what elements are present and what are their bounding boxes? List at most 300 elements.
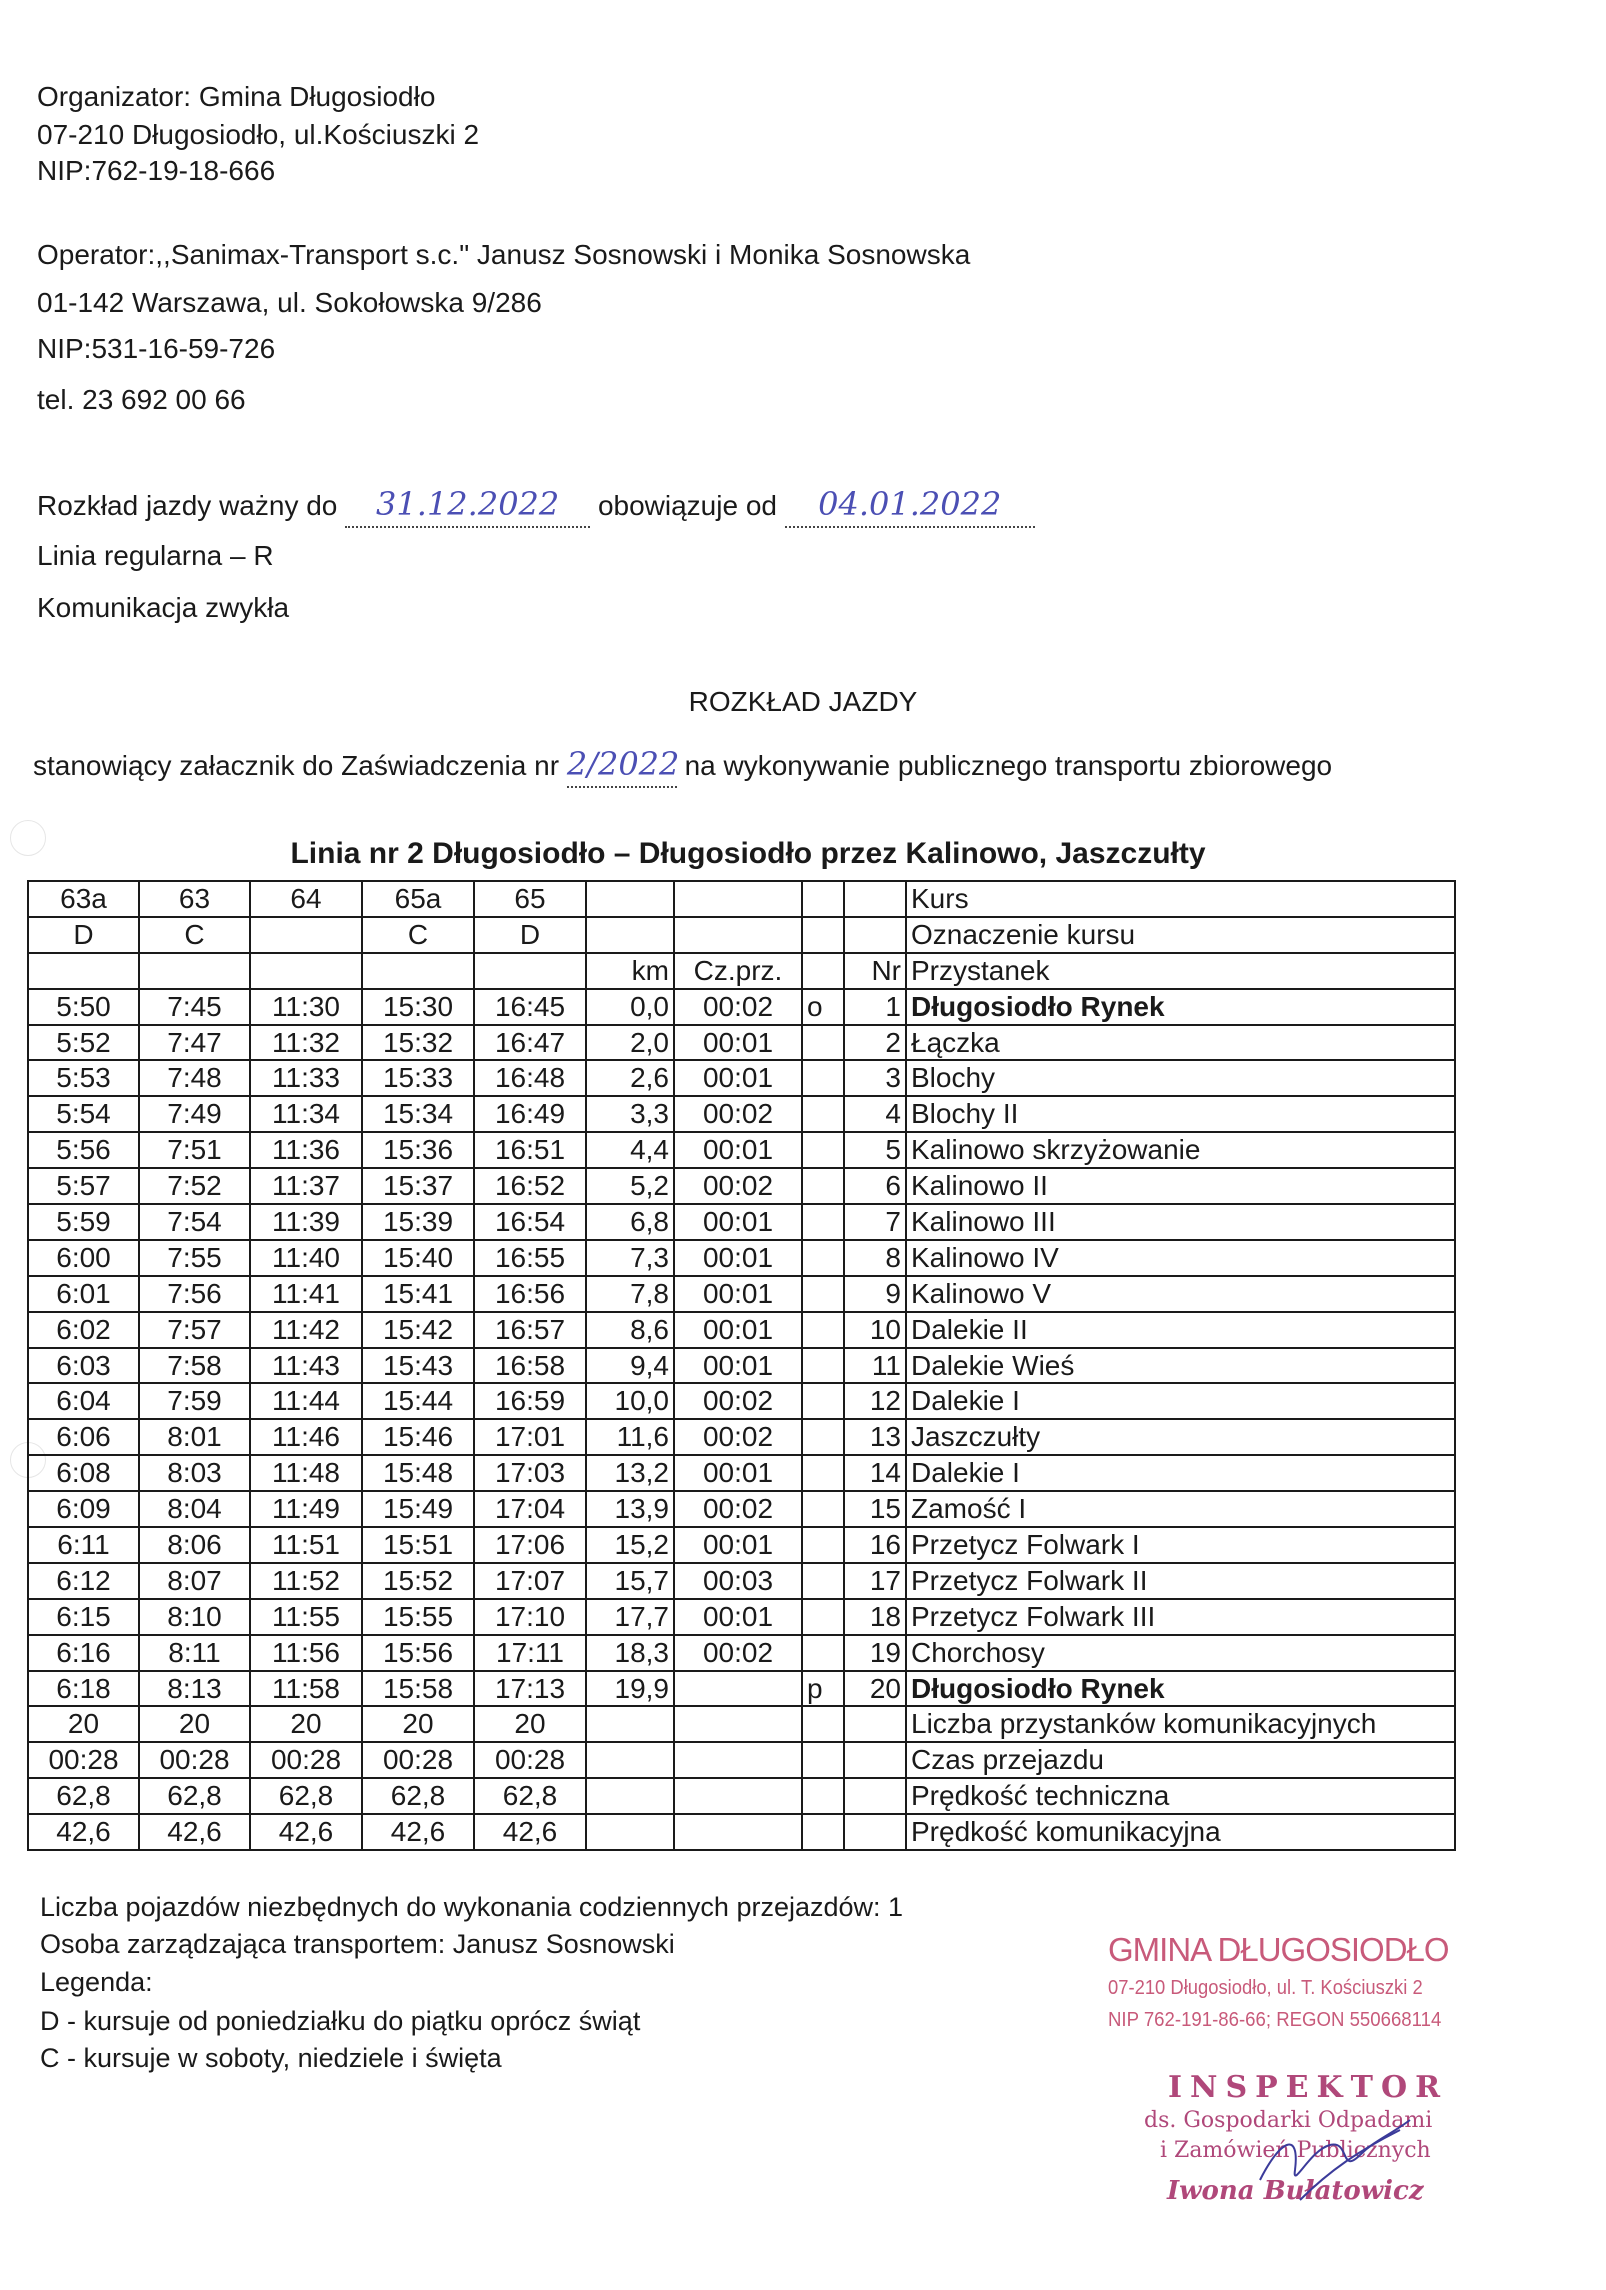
stop-flag-cell [802,1491,844,1527]
document-title: ROZKŁAD JAZDY [688,686,918,717]
operator-line: Operator:,,Sanimax-Transport s.c." Janusz Sosnowski i Monika Sosnowska [37,239,971,270]
km-cell: 5,2 [586,1168,674,1204]
summary-row [28,1706,1455,1742]
empty-cell [802,881,844,917]
stop-flag-cell: o [802,989,844,1025]
stop-row [28,1455,1455,1491]
summary-value-cell: 00:28 [250,1742,362,1778]
stop-name-cell: Kalinowo IV [906,1240,1455,1276]
departure-time-cell: 17:10 [474,1599,586,1635]
validity-line [37,484,1035,528]
departure-time-cell: 5:54 [28,1096,139,1132]
header-km: km [586,953,674,989]
stop-row [28,1563,1455,1599]
legend-c: C - kursuje w soboty, niedziele i święta [40,2043,502,2073]
stop-number-cell: 2 [844,1025,906,1061]
departure-time-cell: 6:08 [28,1455,139,1491]
empty-cell [844,1706,906,1742]
vehicles-needed: Liczba pojazdów niezbędnych do wykonania codziennych przejazdów: 1 [40,1892,904,1922]
course-mark-cell: D [474,917,586,953]
stop-number-cell: 11 [844,1348,906,1384]
empty-cell [586,1814,674,1850]
departure-time-cell: 16:54 [474,1204,586,1240]
km-cell: 11,6 [586,1419,674,1455]
empty-cell [802,1814,844,1850]
course-mark-cell: D [28,917,139,953]
departure-time-cell: 16:56 [474,1276,586,1312]
empty-cell [586,1742,674,1778]
inspector-dept-1: ds. Gospodarki Odpadami [1144,2108,1433,2133]
departure-time-cell: 11:30 [250,989,362,1025]
km-cell: 18,3 [586,1635,674,1671]
stop-flag-cell [802,1132,844,1168]
stop-name-cell: Jaszczułty [906,1419,1455,1455]
summary-value-cell: 00:28 [362,1742,474,1778]
row-column-headers [28,953,1455,989]
stop-name-cell: Blochy [906,1060,1455,1096]
header-czas-przejazdu: Cz.prz. [674,953,802,989]
departure-time-cell: 6:15 [28,1599,139,1635]
departure-time-cell: 15:49 [362,1491,474,1527]
departure-time-cell: 8:01 [139,1419,250,1455]
travel-time-cell: 00:02 [674,1635,802,1671]
validity-from-label: obowiązuje od [597,490,777,521]
departure-time-cell: 8:10 [139,1599,250,1635]
travel-time-cell: 00:03 [674,1563,802,1599]
course-mark-cell: C [362,917,474,953]
departure-time-cell: 11:46 [250,1419,362,1455]
departure-time-cell: 6:18 [28,1671,139,1707]
departure-time-cell: 7:47 [139,1025,250,1061]
departure-time-cell: 8:11 [139,1635,250,1671]
departure-time-cell: 7:49 [139,1096,250,1132]
summary-label-cell: Czas przejazdu [906,1742,1455,1778]
timetable [27,880,1456,1851]
km-cell: 15,7 [586,1563,674,1599]
annex-prefix: stanowiący załacznik do Zaświadczenia nr [33,750,560,781]
stop-flag-cell [802,1527,844,1563]
stop-flag-cell: p [802,1671,844,1707]
annex-line [33,744,1332,788]
stop-number-cell: 4 [844,1096,906,1132]
course-number-cell: 65a [362,881,474,917]
stop-flag-cell [802,1204,844,1240]
stop-number-cell: 8 [844,1240,906,1276]
departure-time-cell: 17:07 [474,1563,586,1599]
stop-row [28,1204,1455,1240]
operator-phone: tel. 23 692 00 66 [37,384,246,415]
departure-time-cell: 7:57 [139,1312,250,1348]
summary-value-cell: 00:28 [139,1742,250,1778]
stop-row [28,1168,1455,1204]
operator-nip: NIP:531-16-59-726 [37,333,276,364]
departure-time-cell: 15:30 [362,989,474,1025]
summary-value-cell: 00:28 [474,1742,586,1778]
departure-time-cell: 15:52 [362,1563,474,1599]
operator-address: 01-142 Warszawa, ul. Sokołowska 9/286 [37,287,542,318]
departure-time-cell: 15:55 [362,1599,474,1635]
stop-number-cell: 19 [844,1635,906,1671]
departure-time-cell: 11:39 [250,1204,362,1240]
departure-time-cell: 6:00 [28,1240,139,1276]
stop-row [28,1599,1455,1635]
departure-time-cell: 11:49 [250,1491,362,1527]
stop-flag-cell [802,1168,844,1204]
departure-time-cell: 6:01 [28,1276,139,1312]
stop-flag-cell [802,1563,844,1599]
departure-time-cell: 5:50 [28,989,139,1025]
stop-number-cell: 10 [844,1312,906,1348]
validity-to-label: Rozkład jazdy ważny do [37,490,338,521]
departure-time-cell: 16:55 [474,1240,586,1276]
stop-name-cell: Zamość I [906,1491,1455,1527]
organizer-address: 07-210 Długosiodło, ul.Kościuszki 2 [37,119,480,150]
stop-row [28,1276,1455,1312]
departure-time-cell: 16:57 [474,1312,586,1348]
stop-row [28,1240,1455,1276]
departure-time-cell: 16:58 [474,1348,586,1384]
km-cell: 2,0 [586,1025,674,1061]
stop-name-cell: Kalinowo III [906,1204,1455,1240]
travel-time-cell: 00:01 [674,1312,802,1348]
stop-row [28,1491,1455,1527]
departure-time-cell: 16:52 [474,1168,586,1204]
departure-time-cell: 5:56 [28,1132,139,1168]
departure-time-cell: 7:51 [139,1132,250,1168]
summary-row [28,1742,1455,1778]
summary-value-cell: 42,6 [28,1814,139,1850]
stop-number-cell: 3 [844,1060,906,1096]
stop-name-cell: Długosiodło Rynek [906,989,1455,1025]
departure-time-cell: 17:04 [474,1491,586,1527]
course-number-cell: 63 [139,881,250,917]
departure-time-cell: 7:45 [139,989,250,1025]
summary-value-cell: 62,8 [474,1778,586,1814]
transport-manager: Osoba zarządzająca transportem: Janusz Sosnowski [40,1929,675,1959]
departure-time-cell: 6:04 [28,1383,139,1419]
departure-time-cell: 16:49 [474,1096,586,1132]
departure-time-cell: 8:06 [139,1527,250,1563]
travel-time-cell: 00:02 [674,1383,802,1419]
stop-name-cell: Blochy II [906,1096,1455,1132]
km-cell: 9,4 [586,1348,674,1384]
departure-time-cell: 15:33 [362,1060,474,1096]
row-course-marks [28,917,1455,953]
departure-time-cell: 15:48 [362,1455,474,1491]
departure-time-cell: 7:48 [139,1060,250,1096]
stop-name-cell: Dalekie I [906,1455,1455,1491]
departure-time-cell: 8:03 [139,1455,250,1491]
departure-time-cell: 11:51 [250,1527,362,1563]
empty-cell [674,917,802,953]
validity-to-date-field [345,484,590,528]
travel-time-cell: 00:02 [674,1096,802,1132]
summary-label-cell: Prędkość komunikacyjna [906,1814,1455,1850]
line-type: Linia regularna – R [37,540,274,571]
stop-flag-cell [802,1599,844,1635]
departure-time-cell: 6:02 [28,1312,139,1348]
departure-time-cell: 8:13 [139,1671,250,1707]
km-cell: 17,7 [586,1599,674,1635]
departure-time-cell: 5:53 [28,1060,139,1096]
stop-name-cell: Dalekie I [906,1383,1455,1419]
header-nr: Nr [844,953,906,989]
departure-time-cell: 11:48 [250,1455,362,1491]
row-label-kurs: Kurs [906,881,1455,917]
empty-cell [802,1778,844,1814]
row-label-oznaczenie: Oznaczenie kursu [906,917,1455,953]
empty-cell [28,953,139,989]
summary-row [28,1814,1455,1850]
course-number-cell: 63a [28,881,139,917]
empty-cell [586,1706,674,1742]
line-title: Linia nr 2 Długosiodło – Długosiodło przez Kalinowo, Jaszczułty [290,837,1206,870]
departure-time-cell: 5:57 [28,1168,139,1204]
departure-time-cell: 6:11 [28,1527,139,1563]
departure-time-cell: 7:55 [139,1240,250,1276]
stop-flag-cell [802,1025,844,1061]
departure-time-cell: 15:42 [362,1312,474,1348]
travel-time-cell: 00:01 [674,1455,802,1491]
departure-time-cell: 11:56 [250,1635,362,1671]
legend-d: D - kursuje od poniedziałku do piątku oprócz świąt [40,2006,641,2036]
inspector-title: INSPEKTOR [1168,2070,1449,2105]
departure-time-cell: 11:40 [250,1240,362,1276]
departure-time-cell: 11:43 [250,1348,362,1384]
stop-name-cell: Kalinowo skrzyżowanie [906,1132,1455,1168]
departure-time-cell: 11:52 [250,1563,362,1599]
empty-cell [844,917,906,953]
travel-time-cell: 00:02 [674,989,802,1025]
empty-cell [474,953,586,989]
stop-name-cell: Dalekie Wieś [906,1348,1455,1384]
stop-row [28,1419,1455,1455]
stop-flag-cell [802,1276,844,1312]
stop-flag-cell [802,1419,844,1455]
stop-number-cell: 17 [844,1563,906,1599]
departure-time-cell: 15:40 [362,1240,474,1276]
stop-row [28,1096,1455,1132]
empty-cell [139,953,250,989]
summary-value-cell: 62,8 [250,1778,362,1814]
stamp-name: GMINA DŁUGOSIODŁO [1108,1931,1449,1968]
departure-time-cell: 15:43 [362,1348,474,1384]
departure-time-cell: 11:55 [250,1599,362,1635]
km-cell: 6,8 [586,1204,674,1240]
departure-time-cell: 5:59 [28,1204,139,1240]
summary-label-cell: Prędkość techniczna [906,1778,1455,1814]
departure-time-cell: 17:11 [474,1635,586,1671]
departure-time-cell: 16:45 [474,989,586,1025]
stop-name-cell: Kalinowo II [906,1168,1455,1204]
stop-name-cell: Przetycz Folwark I [906,1527,1455,1563]
stop-row [28,1671,1455,1707]
departure-time-cell: 17:13 [474,1671,586,1707]
stop-name-cell: Chorchosy [906,1635,1455,1671]
validity-to-date: 31.12.2022 [376,485,560,523]
travel-time-cell: 00:02 [674,1168,802,1204]
departure-time-cell: 8:07 [139,1563,250,1599]
stop-name-cell: Długosiodło Rynek [906,1671,1455,1707]
stop-name-cell: Przetycz Folwark II [906,1563,1455,1599]
departure-time-cell: 15:51 [362,1527,474,1563]
summary-value-cell: 62,8 [362,1778,474,1814]
travel-time-cell: 00:01 [674,1132,802,1168]
validity-from-date-field [785,484,1035,528]
km-cell: 2,6 [586,1060,674,1096]
summary-value-cell: 62,8 [139,1778,250,1814]
departure-time-cell: 17:01 [474,1419,586,1455]
empty-cell [674,1742,802,1778]
stop-name-cell: Przetycz Folwark III [906,1599,1455,1635]
departure-time-cell: 16:51 [474,1132,586,1168]
validity-from-date: 04.01.2022 [818,485,1002,523]
stop-row [28,1060,1455,1096]
travel-time-cell: 00:02 [674,1491,802,1527]
summary-value-cell: 20 [474,1706,586,1742]
organizer-nip: NIP:762-19-18-666 [37,155,276,186]
km-cell: 0,0 [586,989,674,1025]
empty-cell [802,953,844,989]
stop-number-cell: 13 [844,1419,906,1455]
signature-mark [1240,2110,1430,2210]
empty-cell [674,1778,802,1814]
course-mark-cell: C [139,917,250,953]
summary-value-cell: 20 [139,1706,250,1742]
departure-time-cell: 15:32 [362,1025,474,1061]
stop-flag-cell [802,1096,844,1132]
travel-time-cell: 00:01 [674,1527,802,1563]
empty-cell [362,953,474,989]
stop-number-cell: 14 [844,1455,906,1491]
departure-time-cell: 8:04 [139,1491,250,1527]
travel-time-cell: 00:01 [674,1276,802,1312]
annex-suffix: na wykonywanie publicznego transportu zbiorowego [684,750,1333,781]
travel-time-cell: 00:01 [674,1348,802,1384]
departure-time-cell: 17:03 [474,1455,586,1491]
departure-time-cell: 6:12 [28,1563,139,1599]
stop-flag-cell [802,1348,844,1384]
stop-flag-cell [802,1455,844,1491]
summary-value-cell: 20 [362,1706,474,1742]
stamp-address: 07-210 Długosiodło, ul. T. Kościuszki 2 [1108,1977,1423,1999]
stop-row [28,1383,1455,1419]
departure-time-cell: 6:03 [28,1348,139,1384]
stop-name-cell: Kalinowo V [906,1276,1455,1312]
inspector-name: Iwona Bułatowicz [1167,2176,1424,2206]
km-cell: 7,8 [586,1276,674,1312]
summary-value-cell: 20 [250,1706,362,1742]
departure-time-cell: 11:34 [250,1096,362,1132]
stop-number-cell: 1 [844,989,906,1025]
stop-row [28,1527,1455,1563]
travel-time-cell: 00:01 [674,1599,802,1635]
summary-value-cell: 42,6 [474,1814,586,1850]
travel-time-cell: 00:01 [674,1060,802,1096]
stop-name-cell: Dalekie II [906,1312,1455,1348]
stop-row [28,1348,1455,1384]
empty-cell [844,1778,906,1814]
summary-value-cell: 42,6 [250,1814,362,1850]
stop-name-cell: Łączka [906,1025,1455,1061]
departure-time-cell: 11:44 [250,1383,362,1419]
departure-time-cell: 15:39 [362,1204,474,1240]
departure-time-cell: 15:36 [362,1132,474,1168]
departure-time-cell: 15:56 [362,1635,474,1671]
stop-row [28,989,1455,1025]
stop-row [28,1025,1455,1061]
stop-number-cell: 9 [844,1276,906,1312]
departure-time-cell: 7:58 [139,1348,250,1384]
annex-number: 2/2022 [566,745,680,783]
departure-time-cell: 11:42 [250,1312,362,1348]
departure-time-cell: 11:58 [250,1671,362,1707]
departure-time-cell: 6:16 [28,1635,139,1671]
stop-row [28,1312,1455,1348]
departure-time-cell: 7:52 [139,1168,250,1204]
summary-row [28,1778,1455,1814]
travel-time-cell: 00:01 [674,1025,802,1061]
km-cell: 8,6 [586,1312,674,1348]
stop-flag-cell [802,1312,844,1348]
stop-number-cell: 12 [844,1383,906,1419]
course-number-cell: 65 [474,881,586,917]
stop-number-cell: 15 [844,1491,906,1527]
legend-heading: Legenda: [40,1967,153,1997]
departure-time-cell: 15:44 [362,1383,474,1419]
departure-time-cell: 15:37 [362,1168,474,1204]
inspector-dept-2: i Zamówień Publicznych [1160,2138,1431,2163]
summary-value-cell: 62,8 [28,1778,139,1814]
stop-number-cell: 6 [844,1168,906,1204]
empty-cell [844,881,906,917]
km-cell: 4,4 [586,1132,674,1168]
stamp-ids: NIP 762-191-86-66; REGON 550668114 [1108,2009,1442,2031]
empty-cell [586,881,674,917]
departure-time-cell: 7:56 [139,1276,250,1312]
empty-cell [674,1706,802,1742]
travel-time-cell: 00:02 [674,1419,802,1455]
stop-number-cell: 16 [844,1527,906,1563]
departure-time-cell: 11:37 [250,1168,362,1204]
travel-time-cell [674,1671,802,1707]
departure-time-cell: 5:52 [28,1025,139,1061]
empty-cell [674,881,802,917]
departure-time-cell: 15:58 [362,1671,474,1707]
stop-flag-cell [802,1240,844,1276]
departure-time-cell: 16:59 [474,1383,586,1419]
row-courses [28,881,1455,917]
km-cell: 15,2 [586,1527,674,1563]
km-cell: 7,3 [586,1240,674,1276]
stop-flag-cell [802,1635,844,1671]
course-mark-cell [250,917,362,953]
departure-time-cell: 6:09 [28,1491,139,1527]
stop-number-cell: 18 [844,1599,906,1635]
empty-cell [844,1742,906,1778]
empty-cell [844,1814,906,1850]
departure-time-cell: 15:34 [362,1096,474,1132]
departure-time-cell: 11:36 [250,1132,362,1168]
summary-value-cell: 00:28 [28,1742,139,1778]
km-cell: 13,2 [586,1455,674,1491]
empty-cell [586,1778,674,1814]
km-cell: 13,9 [586,1491,674,1527]
summary-value-cell: 20 [28,1706,139,1742]
departure-time-cell: 16:48 [474,1060,586,1096]
km-cell: 3,3 [586,1096,674,1132]
course-number-cell: 64 [250,881,362,917]
